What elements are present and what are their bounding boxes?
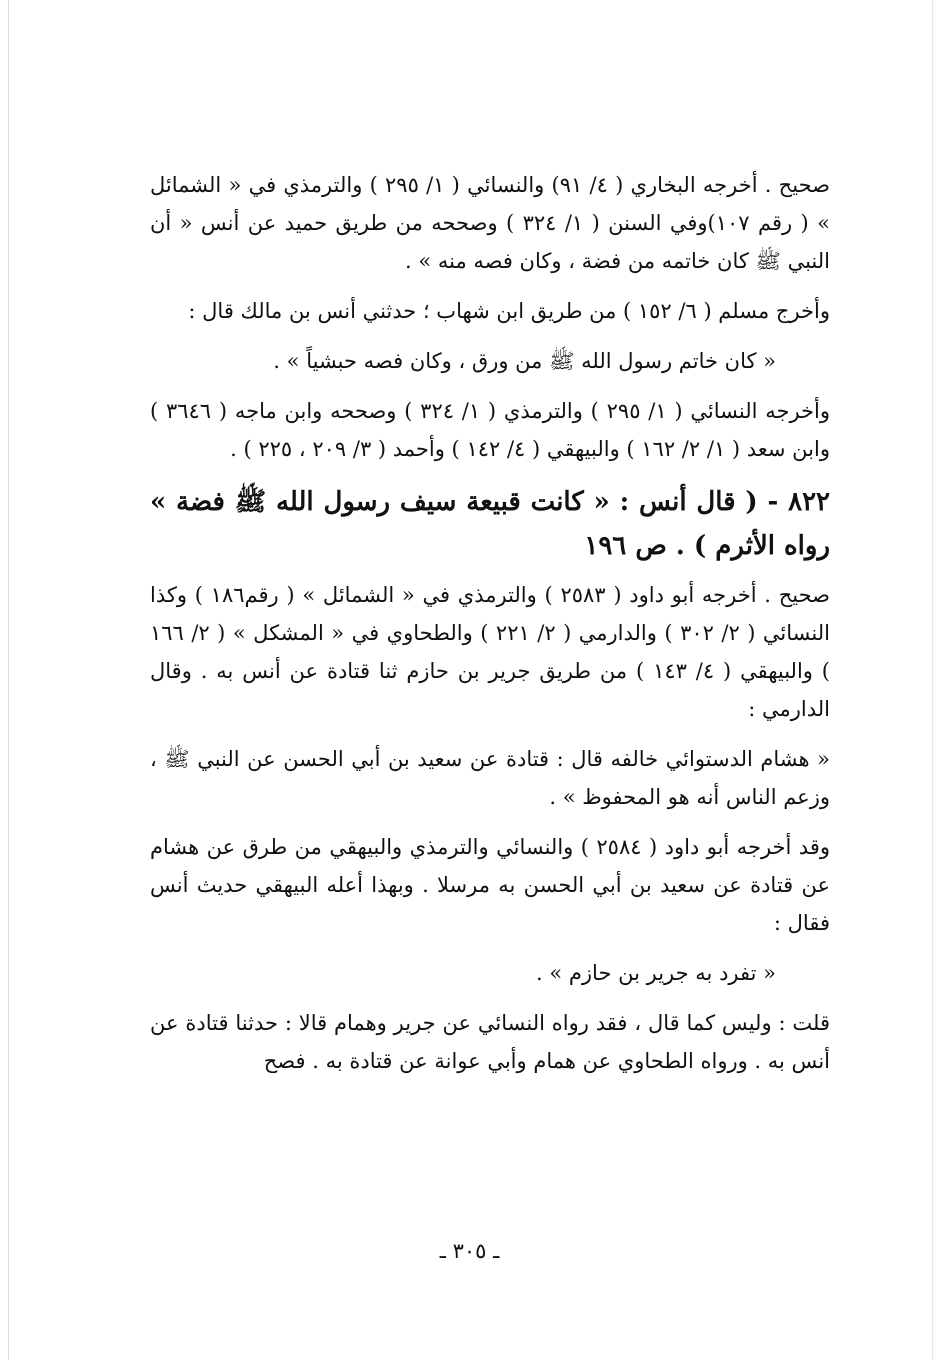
quote-hisham: « هشام الدستوائي خالفه قال : قتادة عن سعيد بن أبي الحسن عن النبي ﷺ ، وزعم الناس أنه هو المحفوظ » . <box>150 747 830 809</box>
paragraph-nasai-tirmidhi: وأخرجه النسائي ( ١/ ٢٩٥ ) والترمذي ( ١/ ٣٢٤ ) وصححه وابن ماجه ( ٣٦٤٦ ) وابن سعد ( ١/ ٢/ ١٦٢ ) والبيهقي ( ٤/ ١٤٢ ) وأحمد ( ٣/ ٢٠٩ ، ٢٢٥ ) . <box>150 399 830 461</box>
scan-edge-left <box>8 0 9 1360</box>
scan-edge-right <box>932 0 933 1360</box>
paragraph-qultu: قلت : وليس كما قال ، فقد رواه النسائي عن جرير وهمام قالا : حدثنا قتادة عن أنس به . ورواه الطحاوي عن همام وأبي عوانة عن قتادة به . فصح <box>150 1011 830 1073</box>
paragraph-mursal: وقد أخرجه أبو داود ( ٢٥٨٤ ) والنسائي والترمذي والبيهقي من طرق عن هشام عن قتادة عن سعيد بن أبي الحسن به مرسلا . وبهذا أعله البيهقي حديث أنس فقال : <box>150 835 831 935</box>
quote-jarir: « تفرد به جرير بن حازم » . <box>536 961 776 985</box>
page-number: ـ ٣٠٥ ـ <box>439 1239 500 1263</box>
page-body <box>150 166 830 1092</box>
paragraph-abu-dawud: صحيح . أخرجه أبو داود ( ٢٥٨٣ ) والترمذي في « الشمائل » ( رقم١٨٦ ) وكذا النسائي ( ٢/ ٣٠٢ ) والدارمي ( ٢/ ٢٢١ ) والطحاوي في « المشكل » ( ٢/ ١٦٦ ) والبيهقي ( ٤/ ١٤٣ ) من طريق جرير بن حازم ثنا قتادة عن أنس به . وقال الدارمي : <box>150 583 830 721</box>
paragraph-muslim: وأخرج مسلم ( ٦/ ١٥٢ ) من طريق ابن شهاب ؛ حدثني أنس بن مالك قال : <box>188 299 830 323</box>
quote-ring-of-silver: « كان خاتم رسول الله ﷺ من ورق ، وكان فصه حبشياً » . <box>273 349 776 373</box>
hadith-822-heading: ٨٢٢ - ( قال أنس : « كانت قبيعة سيف رسول الله ﷺ فضة » رواه الأثرم ) . ص ١٩٦ <box>150 487 831 561</box>
paragraph-sahih-bukhari: صحيح . أخرجه البخاري ( ٤/ ٩١) والنسائي ( ١/ ٢٩٥ ) والترمذي في « الشمائل » ( رقم ١٠٧)وفي السنن ( ١/ ٣٢٤ ) وصححه من طريق حميد عن أنس « أن النبي ﷺ كان خاتمه من فضة ، وكان فصه منه » . <box>150 173 830 273</box>
